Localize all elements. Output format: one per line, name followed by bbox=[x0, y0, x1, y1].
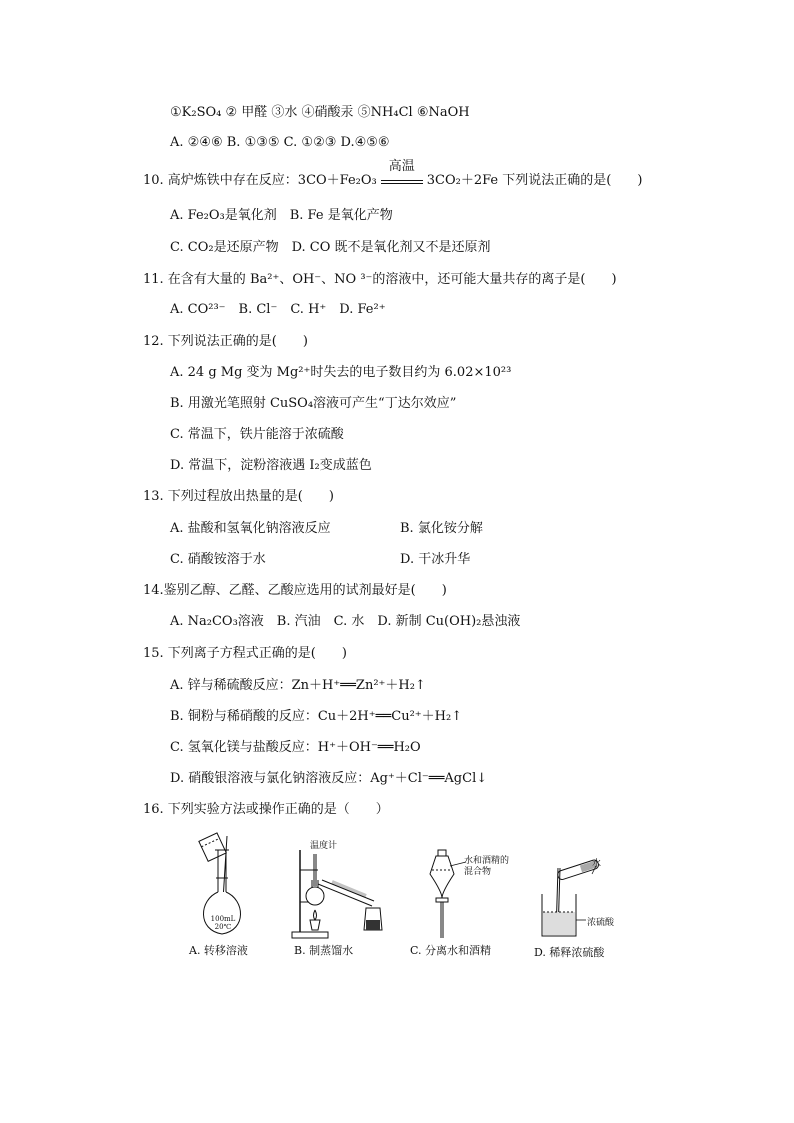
q13-option-d: D. 干冰升华 bbox=[400, 552, 471, 567]
q10-condition-arrow bbox=[381, 159, 423, 184]
beaker-test-tube-icon bbox=[530, 854, 640, 940]
fig-d-caption: D. 稀释浓硫酸 bbox=[534, 946, 605, 959]
q13-option-b: B. 氯化铵分解 bbox=[400, 521, 483, 536]
q10-condition: 高温 bbox=[388, 159, 415, 174]
q12-option-d: D. 常温下，淀粉溶液遇 I₂变成蓝色 bbox=[170, 458, 372, 473]
q10-stem-b: 3CO₂＋2Fe 下列说法正确的是( ) bbox=[426, 173, 643, 188]
q13-option-a: A. 盐酸和氢氧化钠溶液反应 bbox=[170, 521, 331, 536]
q12-stem: 12. 下列说法正确的是( ) bbox=[143, 334, 308, 349]
q14-stem: 14.鉴别乙醇、乙醛、乙酸应选用的试剂最好是( ) bbox=[143, 583, 447, 598]
q15-option-d: D. 硝酸银溶液与氯化钠溶液反应：Ag⁺＋Cl⁻══AgCl↓ bbox=[170, 771, 488, 786]
distillation-apparatus-icon bbox=[288, 840, 398, 940]
q13-option-c: C. 硝酸铵溶于水 bbox=[170, 552, 266, 567]
fig-d-label-side: 浓硫酸 bbox=[587, 918, 615, 928]
figure-c-separatory-funnel bbox=[408, 848, 518, 965]
fig-d-label-top: 水 bbox=[592, 859, 602, 869]
q10-options-row2: C. CO₂是还原产物 D. CO 既不是氧化剂又不是还原剂 bbox=[170, 240, 491, 255]
fig-c-label: 水和酒精的混合物 bbox=[464, 856, 510, 877]
fig-b-caption: B. 制蒸馏水 bbox=[294, 944, 354, 957]
fig-c-caption: C. 分离水和酒精 bbox=[410, 944, 492, 957]
q15-option-c: C. 氢氧化镁与盐酸反应：H⁺＋OH⁻══H₂O bbox=[170, 740, 421, 755]
q9-options: A. ②④⑥ B. ①③⑤ C. ①②③ D.④⑤⑥ bbox=[170, 135, 390, 150]
q10-options-row1: A. Fe₂O₃是氧化剂 B. Fe 是氧化产物 bbox=[170, 208, 393, 223]
figure-d-dilution bbox=[530, 854, 640, 965]
q9-items: ①K₂SO₄ ② 甲醛 ③水 ④硝酸汞 ⑤NH₄Cl ⑥NaOH bbox=[170, 105, 470, 120]
q13-stem: 13. 下列过程放出热量的是( ) bbox=[143, 489, 334, 504]
q12-option-c: C. 常温下，铁片能溶于浓硫酸 bbox=[170, 427, 344, 442]
q10-stem bbox=[143, 159, 643, 190]
q11-options: A. CO²³⁻ B. Cl⁻ C. H⁺ D. Fe²⁺ bbox=[170, 302, 386, 317]
fig-a-caption: A. 转移溶液 bbox=[189, 944, 248, 957]
q15-stem: 15. 下列离子方程式正确的是( ) bbox=[143, 646, 347, 661]
q15-option-b: B. 铜粉与稀硝酸的反应：Cu＋2H⁺══Cu²⁺＋H₂↑ bbox=[170, 709, 463, 724]
q16-stem: 16. 下列实验方法或操作正确的是（ ） bbox=[143, 802, 389, 817]
fig-a-flask-label: 100mL 20℃ bbox=[210, 915, 236, 931]
q12-option-b: B. 用激光笔照射 CuSO₄溶液可产生“丁达尔效应” bbox=[170, 396, 457, 411]
q10-stem-a: 10. 高炉炼铁中存在反应：3CO＋Fe₂O₃ bbox=[143, 173, 377, 188]
q12-option-a: A. 24 g Mg 变为 Mg²⁺时失去的电子数目约为 6.02×10²³ bbox=[170, 365, 512, 380]
fig-b-label: 温度计 bbox=[310, 841, 338, 851]
q11-stem: 11. 在含有大量的 Ba²⁺、OH⁻、NO ³⁻的溶液中，还可能大量共存的离子是( ) bbox=[143, 272, 617, 287]
q14-options: A. Na₂CO₃溶液 B. 汽油 C. 水 D. 新制 Cu(OH)₂悬浊液 bbox=[170, 614, 521, 629]
q15-option-a: A. 锌与稀硫酸反应：Zn＋H⁺══Zn²⁺＋H₂↑ bbox=[170, 678, 426, 693]
figure-b-distillation bbox=[288, 840, 398, 965]
figure-a-volumetric-flask bbox=[185, 830, 275, 965]
